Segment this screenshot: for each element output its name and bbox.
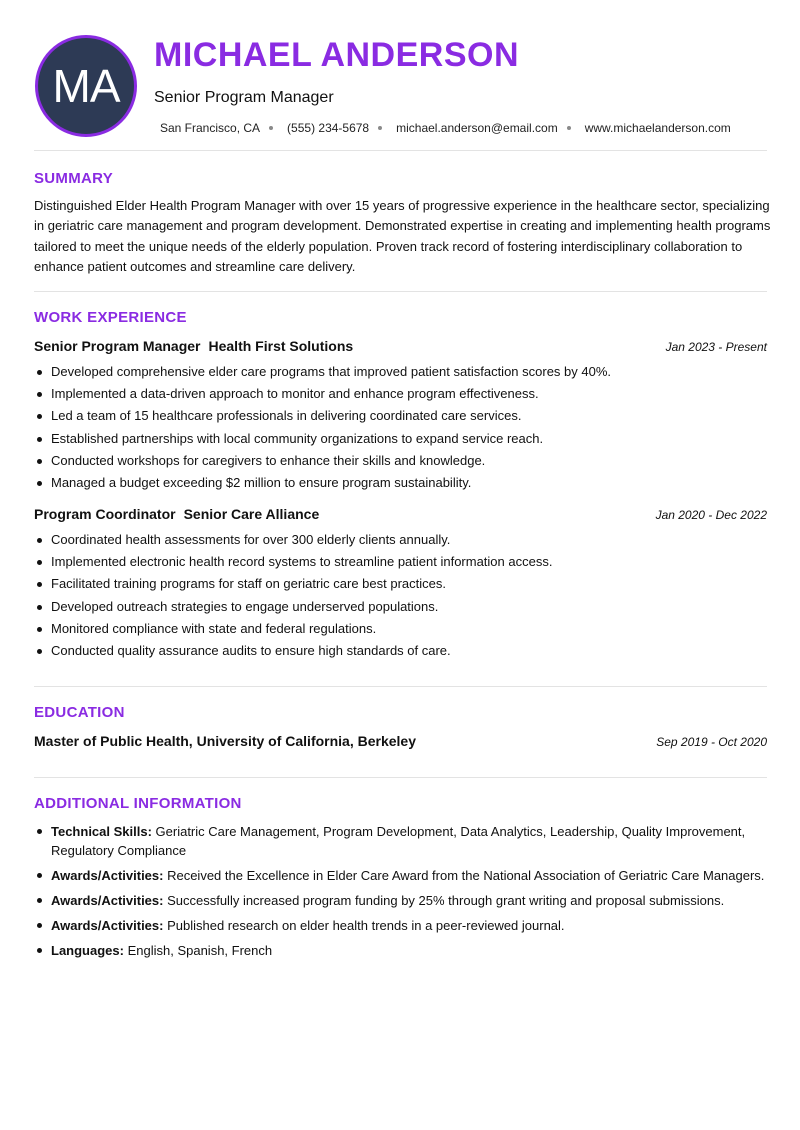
summary-heading: SUMMARY <box>34 170 114 187</box>
separator-dot <box>567 126 571 130</box>
job-bullets <box>34 529 767 662</box>
additional-list <box>34 822 769 966</box>
list-item: Managed a budget exceeding $2 million to ensure program sustainability. <box>34 472 767 494</box>
job-dates: Jan 2023 - Present <box>665 340 767 354</box>
contact-location: San Francisco, CA <box>160 121 261 135</box>
list-item: Monitored compliance with state and federal regulations. <box>34 618 767 640</box>
job-company: Health First Solutions <box>208 338 354 354</box>
job-role-company <box>34 506 319 524</box>
list-item: Implemented electronic health record systems to streamline patient information access. <box>34 551 767 573</box>
list-item <box>34 916 769 935</box>
job-header <box>34 338 767 356</box>
item-label: Languages: <box>51 943 124 958</box>
list-item <box>34 941 769 960</box>
list-item: Conducted workshops for caregivers to enhance their skills and knowledge. <box>34 450 767 472</box>
item-text: Geriatric Care Management, Program Development, Data Analytics, Leadership, Quality Improvement, Regulatory Compliance <box>51 824 746 858</box>
section-divider <box>34 150 767 151</box>
item-label: Awards/Activities: <box>51 868 164 883</box>
job-bullets <box>34 361 767 494</box>
candidate-title: Senior Program Manager <box>154 89 334 106</box>
job-role: Senior Program Manager <box>34 338 201 354</box>
list-item: Established partnerships with local community organizations to expand service reach. <box>34 428 767 450</box>
section-divider <box>34 777 767 778</box>
list-item <box>34 822 769 860</box>
education-entry <box>34 733 767 749</box>
candidate-name: MICHAEL ANDERSON <box>154 36 520 74</box>
additional-heading: ADDITIONAL INFORMATION <box>34 795 242 812</box>
avatar-initials: MA <box>52 60 120 112</box>
avatar <box>35 35 137 137</box>
education-dates: Sep 2019 - Oct 2020 <box>656 735 767 749</box>
contact-phone: (555) 234-5678 <box>287 121 370 135</box>
item-label: Awards/Activities: <box>51 893 164 908</box>
item-text: Received the Excellence in Elder Care Award from the National Association of Geriatric Care Managers. <box>163 868 765 883</box>
section-divider <box>34 686 767 687</box>
separator-dot <box>378 126 382 130</box>
list-item: Facilitated training programs for staff on geriatric care best practices. <box>34 573 767 595</box>
list-item: Led a team of 15 healthcare professionals in delivering coordinated care services. <box>34 405 767 427</box>
item-text: Published research on elder health trends in a peer-reviewed journal. <box>163 918 565 933</box>
summary-text: Distinguished Elder Health Program Manager with over 15 years of progressive experience in the healthcare sector, specializing in geriatric care management and program development. Demonstrated expertise in creating and implementing health programs tailored to meet the unique needs of the elderly population. Proven track record of fostering interdisciplinary collaboration to enhance patient outcomes and streamline care delivery. <box>34 198 771 274</box>
list-item <box>34 866 769 885</box>
item-label: Awards/Activities: <box>51 918 164 933</box>
item-text: Successfully increased program funding by 25% through grant writing and proposal submissions. <box>163 893 725 908</box>
contact-website[interactable]: www.michaelanderson.com <box>584 121 731 135</box>
section-divider <box>34 291 767 292</box>
list-item: Developed outreach strategies to engage underserved populations. <box>34 596 767 618</box>
list-item <box>34 891 769 910</box>
list-item: Coordinated health assessments for over 300 elderly clients annually. <box>34 529 767 551</box>
job-role-company <box>34 338 353 356</box>
education-heading: EDUCATION <box>34 704 125 721</box>
item-label: Technical Skills: <box>51 824 152 839</box>
job-dates: Jan 2020 - Dec 2022 <box>655 508 767 522</box>
contact-bar <box>160 121 731 135</box>
list-item: Implemented a data-driven approach to monitor and enhance program effectiveness. <box>34 383 767 405</box>
education-degree: Master of Public Health, University of California, Berkeley <box>34 733 416 749</box>
separator-dot <box>269 126 273 130</box>
list-item: Developed comprehensive elder care programs that improved patient satisfaction scores by 40%. <box>34 361 767 383</box>
experience-heading: WORK EXPERIENCE <box>34 309 187 326</box>
job-role: Program Coordinator <box>34 506 176 522</box>
job-company: Senior Care Alliance <box>183 506 320 522</box>
contact-email[interactable]: michael.anderson@email.com <box>396 121 558 135</box>
list-item: Conducted quality assurance audits to ensure high standards of care. <box>34 640 767 662</box>
item-text: English, Spanish, French <box>123 943 273 958</box>
job-header <box>34 506 767 524</box>
